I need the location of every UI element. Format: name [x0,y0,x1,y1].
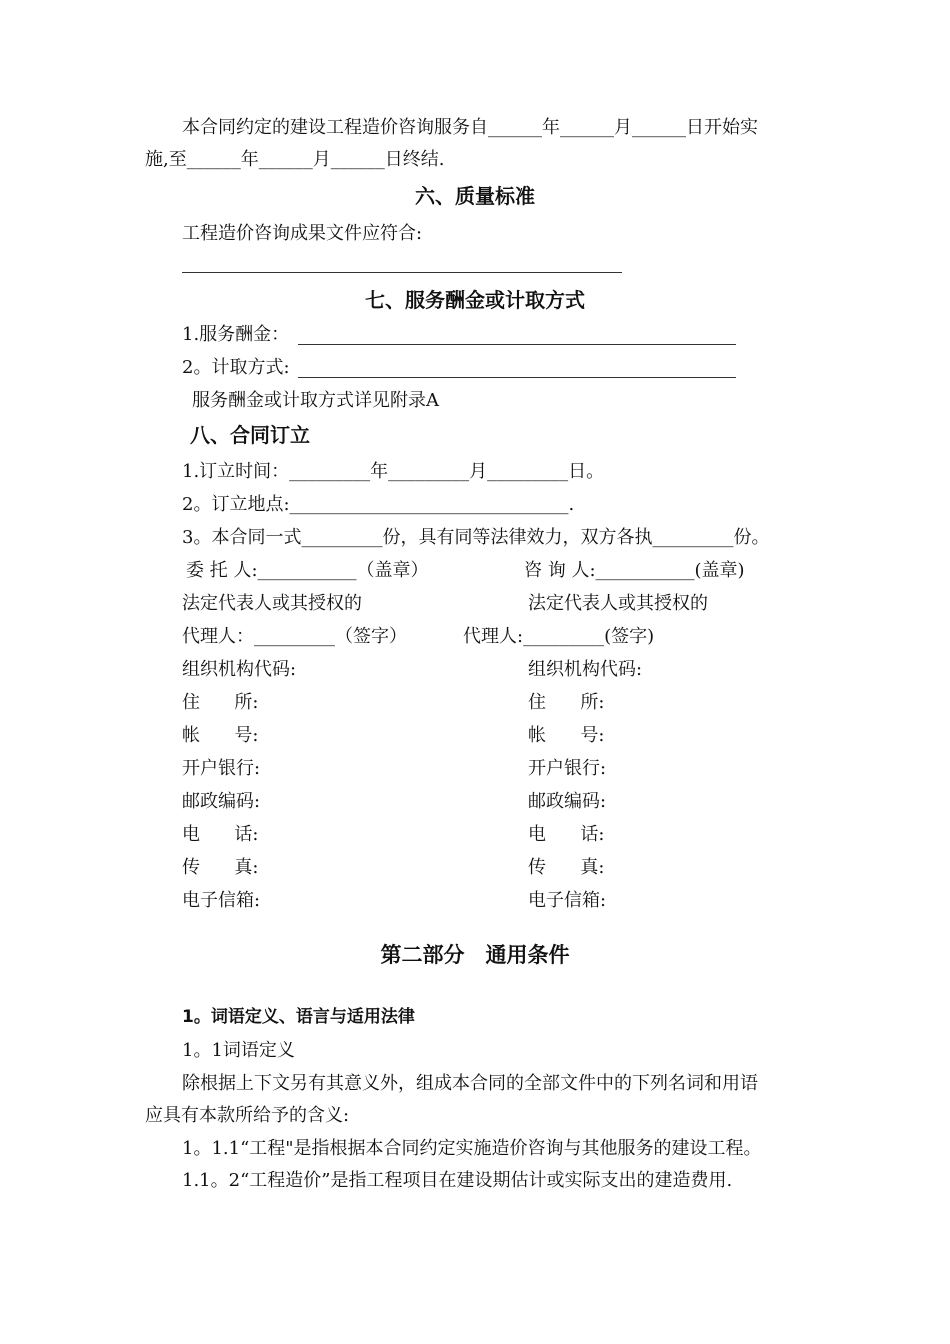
section-8-item-3: 3。本合同一式_________份，具有同等法律效力，双方各执_________份。 [182,527,770,548]
consultant-party: 咨 询 人:___________(盖章) [524,560,745,581]
fee-blank-line [298,344,736,345]
client-org-code: 组织机构代码: [182,659,297,680]
consultant-bank: 开户银行: [528,758,607,779]
client-phone: 电 话: [182,824,259,845]
client-postal: 邮政编码: [182,791,261,812]
section-7-item-2: 2。计取方式: [182,357,290,378]
section-8-item-2: 2。订立地点:_______________________________. [182,494,575,515]
section-8-item-1: 1.订立时间：_________年_________月_________日。 [182,461,605,482]
client-fax: 传 真: [182,857,259,878]
method-blank-line [298,377,736,378]
intro-line-1: 本合同约定的建设工程造价咨询服务自______年______月______日开始实 [182,117,758,138]
consultant-account: 帐 号: [528,725,605,746]
section-6-heading: 六、质量标准 [415,184,535,208]
consultant-email: 电子信箱: [528,890,607,911]
client-agent: 代理人：_________（签字） [182,626,407,647]
clause-1-1: 1。1词语定义 [182,1040,295,1061]
consultant-postal: 邮政编码: [528,791,607,812]
section-8-heading: 八、合同订立 [190,423,310,447]
consultant-address: 住 所: [528,692,605,713]
client-rep-line: 法定代表人或其授权的 [182,593,362,614]
clause-1-1-1: 1。1.1“工程"是指根据本合同约定实施造价咨询与其他服务的建设工程。 [182,1138,762,1159]
section-6-text: 工程造价咨询成果文件应符合: [182,223,423,244]
client-party: 委 托 人:___________（盖章） [186,560,429,581]
consultant-phone: 电 话: [528,824,605,845]
part-2-heading: 第二部分 通用条件 [380,943,570,967]
section-7-note: 服务酬金或计取方式详见附录A [192,390,439,411]
part-2-sub-heading: 1。词语定义、语言与适用法律 [182,1007,415,1027]
consultant-agent: 代理人:_________(签字) [463,626,655,647]
section-7-item-1: 1.服务酬金： [182,324,290,345]
section-7-heading: 七、服务酬金或计取方式 [365,288,585,312]
definitions-para-line-2: 应具有本款所给予的含义: [145,1105,350,1126]
consultant-org-code: 组织机构代码: [528,659,643,680]
client-address: 住 所: [182,692,259,713]
intro-line-2: 施,至______年______月______日终结. [145,149,445,170]
client-bank: 开户银行: [182,758,261,779]
consultant-rep-line: 法定代表人或其授权的 [528,593,708,614]
section-6-blank-line [182,272,622,273]
client-account: 帐 号: [182,725,259,746]
client-email: 电子信箱: [182,890,261,911]
clause-1-1-2: 1.1。2“工程造价”是指工程项目在建设期估计或实际支出的建造费用. [182,1170,733,1191]
consultant-fax: 传 真: [528,857,605,878]
definitions-para-line-1: 除根据上下文另有其意义外，组成本合同的全部文件中的下列名词和用语 [182,1073,758,1094]
